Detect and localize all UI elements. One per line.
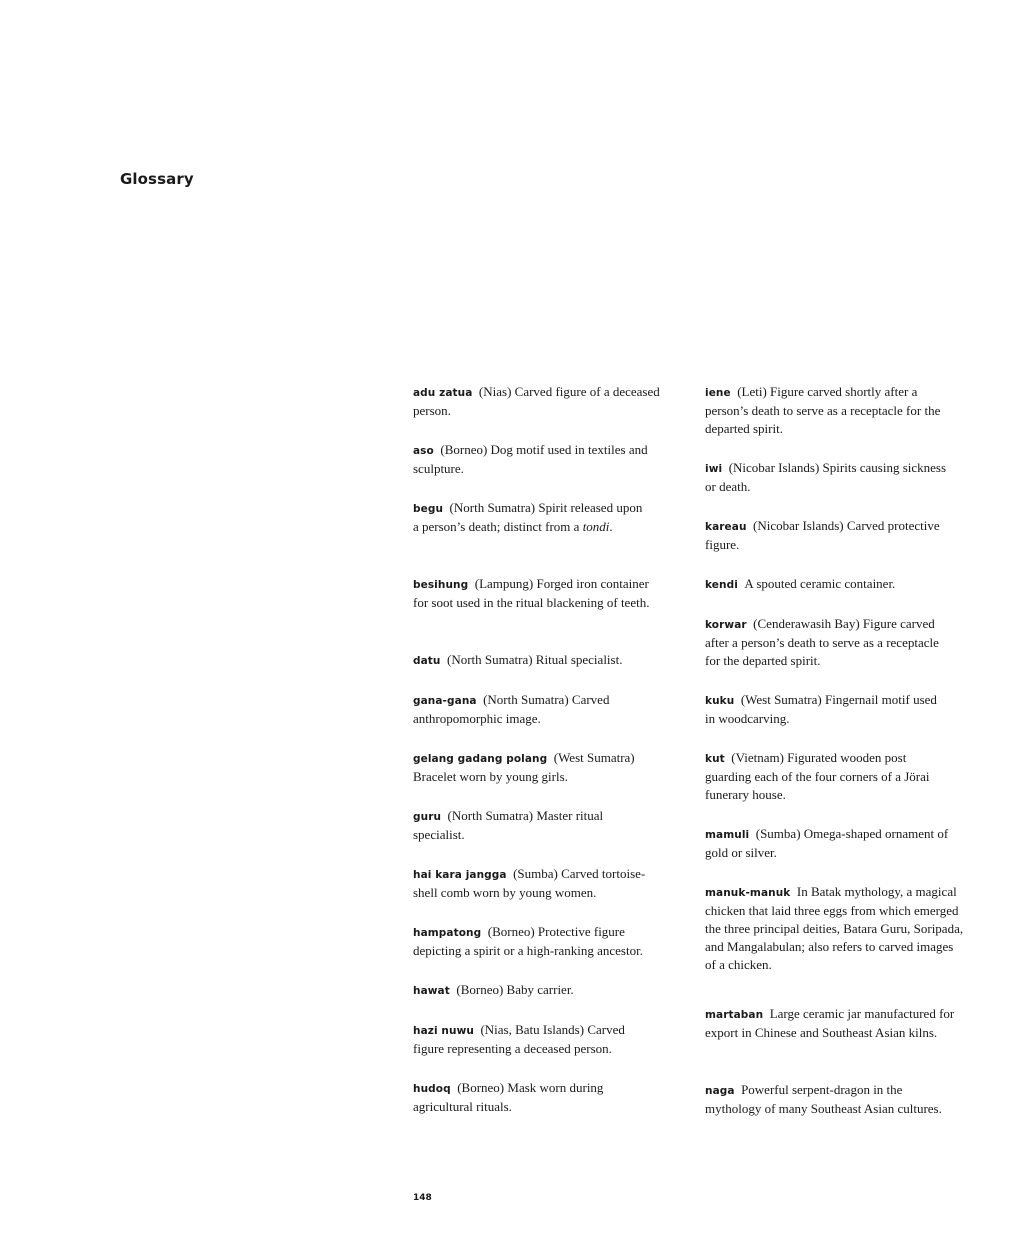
glossary-term: kuku (705, 695, 735, 707)
glossary-entry (705, 1081, 960, 1118)
glossary-definition: A spouted ceramic container. (744, 576, 896, 591)
glossary-term: korwar (705, 619, 747, 631)
glossary-entry (705, 825, 950, 862)
glossary-definition: (North Sumatra) Master ritual specialist. (413, 808, 604, 842)
glossary-term: begu (413, 503, 444, 515)
glossary-entry (705, 383, 955, 438)
glossary-entry (705, 517, 950, 554)
glossary-term: hawat (413, 985, 450, 997)
glossary-term: hudoq (413, 1083, 451, 1095)
glossary-term: martaban (705, 1009, 764, 1021)
page-number: 148 (413, 1193, 432, 1203)
glossary-entry (413, 383, 671, 420)
glossary-term: gelang gadang polang (413, 753, 548, 765)
glossary-definition: (Nias) Carved figure of a deceased person. (413, 384, 660, 418)
glossary-entry (413, 981, 671, 1000)
glossary-entry (705, 1005, 960, 1042)
glossary-definition-end: . (609, 519, 613, 534)
glossary-term: hai kara jangga (413, 869, 507, 881)
glossary-definition: (West Sumatra) Fingernail motif used in woodcarving. (705, 692, 937, 726)
glossary-entry (413, 441, 671, 478)
glossary-term: manuk-manuk (705, 887, 791, 899)
glossary-entry (413, 749, 653, 786)
glossary-entry (413, 575, 653, 612)
glossary-term: naga (705, 1085, 735, 1097)
glossary-definition: (North Sumatra) Spirit released upon a person’s death; distinct from a (413, 500, 643, 534)
glossary-definition: (Sumba) Omega-shaped ornament of gold or silver. (705, 826, 949, 860)
glossary-definition: (Sumba) Carved tortoise-shell comb worn by young women. (413, 866, 646, 900)
glossary-term: guru (413, 811, 442, 823)
glossary-definition: (North Sumatra) Ritual specialist. (447, 652, 623, 667)
glossary-definition: (Nicobar Islands) Spirits causing sickness or death. (705, 460, 947, 494)
glossary-definition: (Lampung) Forged iron container for soot used in the ritual blackening of teeth. (413, 576, 650, 610)
glossary-definition: (Borneo) Baby carrier. (456, 982, 574, 997)
glossary-entry (413, 651, 671, 670)
glossary-entry (413, 1021, 653, 1058)
glossary-entry (705, 749, 945, 804)
glossary-definition: (Borneo) Protective figure depicting a spirit or a high-ranking ancestor. (413, 924, 643, 958)
glossary-definition: (Borneo) Dog motif used in textiles and sculpture. (413, 442, 648, 476)
glossary-entry (413, 865, 665, 902)
glossary-term: kareau (705, 521, 747, 533)
glossary-term: besihung (413, 579, 469, 591)
glossary-definition: (Leti) Figure carved shortly after a person’s death to serve as a receptacle for the departed spirit. (705, 384, 941, 436)
glossary-entry (705, 575, 965, 594)
glossary-term: hazi nuwu (413, 1025, 474, 1037)
glossary-entry (413, 691, 648, 728)
page-title: Glossary (120, 170, 194, 188)
glossary-definition: (North Sumatra) Carved anthropomorphic image. (413, 692, 610, 726)
glossary-definition: Powerful serpent-dragon in the mythology of many Southeast Asian cultures. (705, 1082, 942, 1116)
glossary-definition: In Batak mythology, a magical chicken that laid three eggs from which emerged the three principal deities, Batara Guru, Soripada, and Mangalabulan; also refers to carved images of a chicken. (705, 884, 964, 972)
glossary-entry (413, 1079, 663, 1116)
glossary-term: kut (705, 753, 725, 765)
glossary-term: hampatong (413, 927, 482, 939)
glossary-definition: Large ceramic jar manufactured for export in Chinese and Southeast Asian kilns. (705, 1006, 955, 1040)
glossary-entry (413, 807, 638, 844)
glossary-term: aso (413, 445, 434, 457)
glossary-entry (705, 691, 945, 728)
glossary-term: adu zatua (413, 387, 473, 399)
glossary-term: datu (413, 655, 441, 667)
glossary-definition-italic: tondi (582, 519, 610, 534)
glossary-term: mamuli (705, 829, 750, 841)
glossary-entry (705, 883, 967, 974)
glossary-definition: (Vietnam) Figurated wooden post guarding each of the four corners of a Jörai funerary house. (705, 750, 930, 802)
glossary-term: iwi (705, 463, 723, 475)
glossary-entry (413, 923, 671, 960)
glossary-definition: (West Sumatra) Bracelet worn by young girls. (413, 750, 635, 784)
glossary-definition: (Borneo) Mask worn during agricultural rituals. (413, 1080, 604, 1114)
glossary-definition: (Cenderawasih Bay) Figure carved after a person’s death to serve as a receptacle for the departed spirit. (705, 616, 939, 668)
glossary-term: iene (705, 387, 731, 399)
glossary-definition: (Nias, Batu Islands) Carved figure representing a deceased person. (413, 1022, 625, 1056)
glossary-entry (705, 459, 955, 496)
glossary-entry (705, 615, 945, 670)
glossary-term: kendi (705, 579, 738, 591)
glossary-entry (413, 499, 648, 536)
glossary-definition: (Nicobar Islands) Carved protective figure. (705, 518, 940, 552)
glossary-term: gana-gana (413, 695, 477, 707)
